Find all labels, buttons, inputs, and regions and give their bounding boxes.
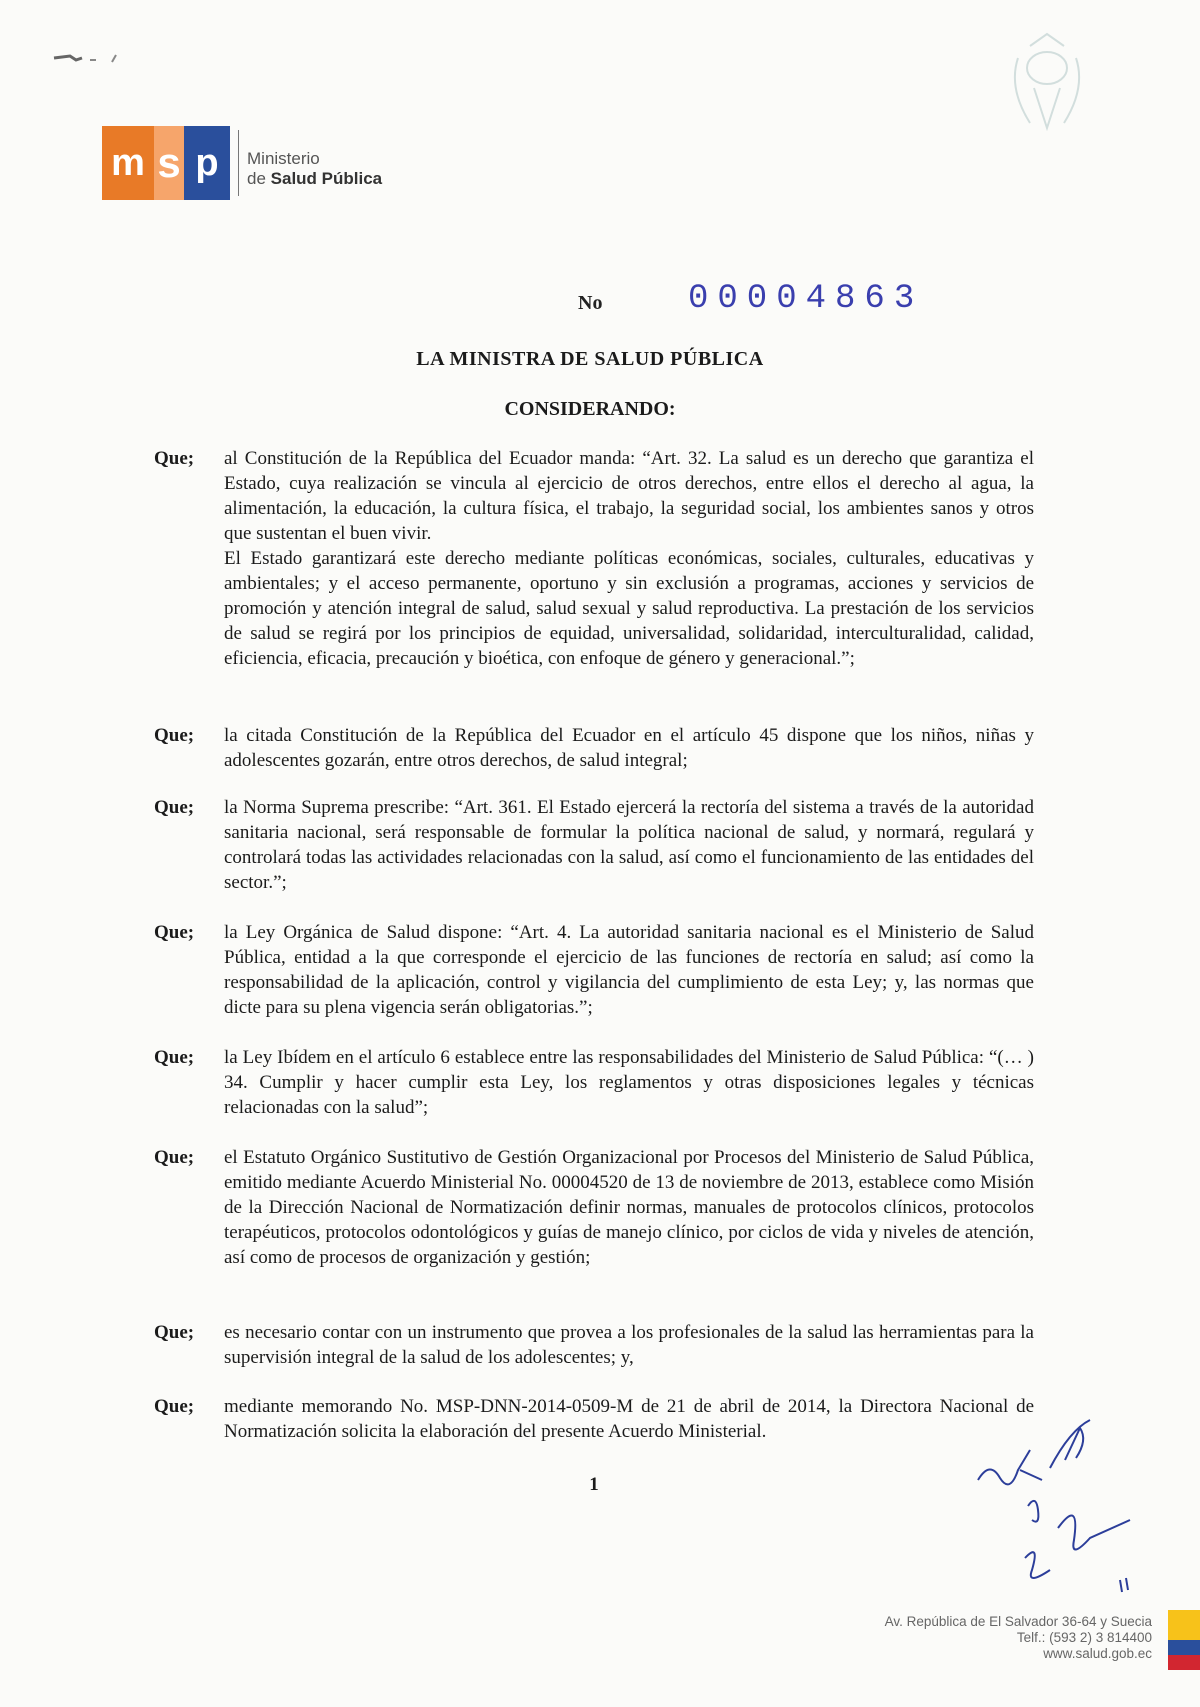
clause-5: [154, 1045, 1034, 1120]
clause-label: Que;: [154, 797, 195, 818]
clause-label: Que;: [154, 1396, 195, 1417]
footer-phone: Telf.: (593 2) 3 814400: [1016, 1630, 1152, 1645]
clause-body: [224, 1320, 1034, 1370]
logo-letter-p: p: [184, 126, 230, 200]
clause-paragraph: la citada Constitución de la República del Ecuador en el artículo 45 dispone que los niños, niñas y adolescentes gozarán, entre otros derechos, de salud integral;: [224, 725, 1034, 771]
clause-body: [224, 795, 1034, 895]
coat-of-arms-watermark: [1000, 28, 1094, 138]
flag-yellow: [1168, 1610, 1200, 1640]
logo-divider: [238, 130, 239, 196]
clause-label: Que;: [154, 725, 195, 746]
clause-paragraph: la Norma Suprema prescribe: “Art. 361. El Estado ejercerá la rectoría del sistema a través de la autoridad sanitaria nacional, será responsable de formular la política nacional de salud, y normará, regulará y controlará todas las actividades relacionadas con la salud, así como el funcionamiento de las entidades del sector.”;: [224, 797, 1034, 893]
document-number-label: No: [578, 292, 603, 314]
footer-contact: [885, 1614, 1152, 1662]
clause-paragraph: mediante memorando No. MSP-DNN-2014-0509-M de 21 de abril de 2014, la Directora Nacional de Normatización solicita la elaboración del presente Acuerdo Ministerial.: [224, 1396, 1034, 1442]
clause-label: Que;: [154, 1047, 195, 1068]
footer-address: Av. República de El Salvador 36-64 y Suecia: [884, 1614, 1152, 1629]
clause-7: [154, 1320, 1034, 1370]
ecuador-flag-stripe: [1168, 1610, 1200, 1670]
logo-text: [247, 149, 382, 189]
footer-website: www.salud.gob.ec: [1043, 1646, 1152, 1661]
flag-red: [1168, 1655, 1200, 1670]
document-subtitle: CONSIDERANDO:: [504, 398, 676, 420]
scan-artifact-mark: [52, 52, 132, 66]
clause-body: [224, 1045, 1034, 1120]
clause-paragraph: el Estatuto Orgánico Sustitutivo de Gestión Organizacional por Procesos del Ministerio de Salud Pública, emitido mediante Acuerdo Ministerial No. 00004520 de 13 de noviembre de 2013, establece como Misión de la Dirección Nacional de Normatización definir normas, manuales de protocolos clínicos, protocolos terapéuticos, protocolos odontológicos y guías de manejo clínico, por ciclos de vida y niveles de atención, así como de procesos de organización y gestión;: [224, 1147, 1034, 1268]
logo-line1: Ministerio: [247, 149, 320, 168]
clause-paragraph: El Estado garantizará este derecho mediante políticas económicas, sociales, culturales, educativas y ambientales; y el acceso permanente, oportuno y sin exclusión a programas, acciones y servicios de promoción y atención integral de salud, salud sexual y salud reproductiva. La prestación de los servicios de salud se regirá por los principios de equidad, universalidad, solidaridad, interculturalidad, calidad, eficiencia, eficacia, precaución y bioética, con enfoque de género y generacional.”;: [224, 548, 1034, 669]
clause-body: [224, 1394, 1034, 1444]
logo-letter-s: s: [154, 126, 184, 200]
clause-1: [154, 446, 1034, 671]
logo-line2: [247, 169, 382, 189]
msp-logo: [102, 126, 382, 200]
page-number: 1: [589, 1474, 599, 1495]
clause-body: [224, 446, 1034, 671]
clause-2: [154, 723, 1034, 773]
clause-label: Que;: [154, 1322, 195, 1343]
clause-label: Que;: [154, 1147, 195, 1168]
clause-3: [154, 795, 1034, 895]
logo-letter-m: m: [102, 126, 154, 200]
clause-label: Que;: [154, 922, 195, 943]
clause-paragraph: es necesario contar con un instrumento que provea a los profesionales de la salud las herramientas para la supervisión integral de la salud de los adolescentes; y,: [224, 1322, 1034, 1368]
msp-logo-mark: [102, 126, 230, 200]
clause-paragraph: la Ley Orgánica de Salud dispone: “Art. 4. La autoridad sanitaria nacional es el Ministerio de Salud Pública, entidad a la que corresponde el ejercicio de las funciones de rectoría en salud; así como la responsabilidad de la aplicación, control y vigilancia del cumplimiento de esta Ley; y, las normas que dicte para su plena vigencia serán obligatorias.”;: [224, 922, 1034, 1018]
clause-body: [224, 723, 1034, 773]
logo-line2-strong: Salud Pública: [270, 169, 383, 188]
clause-label: Que;: [154, 448, 195, 469]
clause-paragraph: al Constitución de la República del Ecuador manda: “Art. 32. La salud es un derecho que garantiza el Estado, cuya realización se vincula al ejercicio de otros derechos, entre ellos el derecho al agua, la alimentación, la educación, la cultura física, el trabajo, la seguridad social, los ambientes sanos y otros que sustentan el buen vivir.: [224, 448, 1034, 544]
handwritten-signatures: [970, 1410, 1150, 1600]
clause-8: [154, 1394, 1034, 1444]
document-title: LA MINISTRA DE SALUD PÚBLICA: [416, 348, 764, 370]
clause-6: [154, 1145, 1034, 1270]
clause-4: [154, 920, 1034, 1020]
document-number-stamp: 00004863: [688, 280, 924, 318]
logo-line2-prefix: de: [247, 169, 266, 188]
clause-body: [224, 920, 1034, 1020]
clause-paragraph: la Ley Ibídem en el artículo 6 establece entre las responsabilidades del Ministerio de Salud Pública: “(… ) 34. Cumplir y hacer cumplir esta Ley, los reglamentos y otras disposiciones legales y técnicas relacionadas con la salud”;: [224, 1047, 1034, 1118]
clause-body: [224, 1145, 1034, 1270]
flag-blue: [1168, 1640, 1200, 1655]
